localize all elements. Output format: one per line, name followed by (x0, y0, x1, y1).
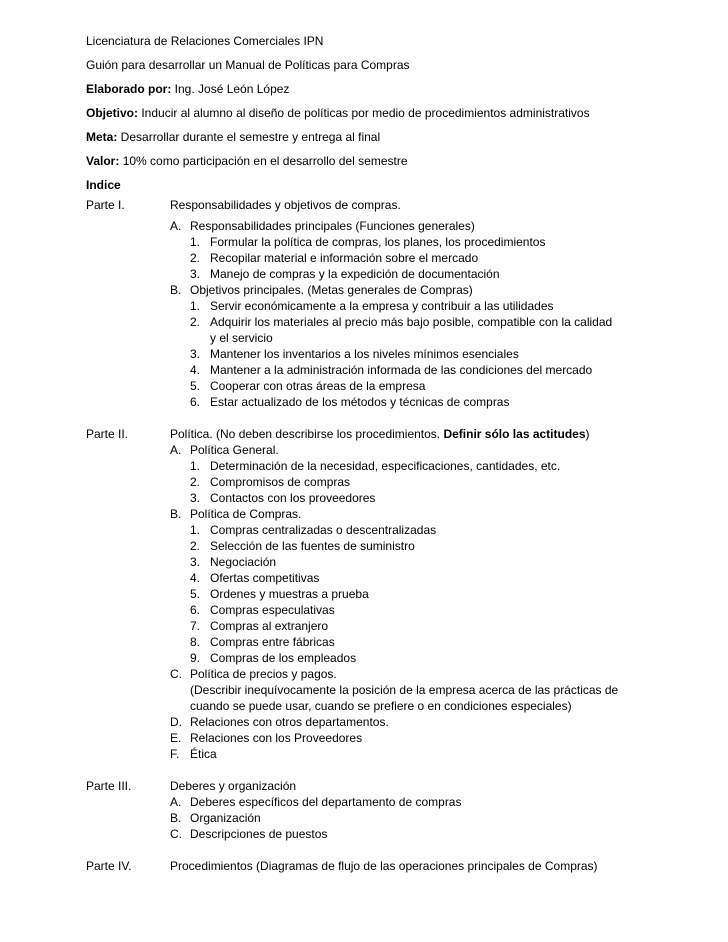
list-item: 5. Cooperar con otras áreas de la empresa (190, 379, 426, 393)
section-item: B. Objetivos principales. (Metas generales de Compras) (170, 283, 473, 297)
list-item: 6. Compras especulativas (190, 603, 335, 617)
list-item: 9. Compras de los empleados (190, 651, 357, 665)
list-item: 1. Compras centralizadas o descentralizadas (190, 523, 437, 537)
list-item: 1. Servir económicamente a la empresa y contribuir a las utilidades (190, 299, 554, 313)
valor-value: 10% como participación en el desarrollo del semestre (119, 154, 408, 168)
list-item: 3. Negociación (190, 555, 277, 569)
list-item: 1. Determinación de la necesidad, especificaciones, cantidades, etc. (190, 459, 561, 473)
part-2-sections (170, 442, 686, 762)
objetivo-label: Objetivo: (86, 106, 139, 120)
header-line-2: Guión para desarrollar un Manual de Políticas para Compras (86, 58, 410, 72)
list-item: 5. Ordenes y muestras a prueba (190, 587, 369, 601)
part-label: Parte II. (86, 427, 129, 441)
part-1-sections (170, 218, 686, 410)
elaborado-label: Elaborado por: (86, 82, 172, 96)
part-label: Parte IV. (86, 859, 132, 873)
part-1 (86, 197, 686, 410)
section-item: B. Política de Compras. (170, 507, 302, 521)
document (86, 33, 686, 874)
list-item: 3. Contactos con los proveedores (190, 491, 376, 505)
list-item: 2. Selección de las fuentes de suministro (190, 539, 415, 553)
header-line-1: Licenciatura de Relaciones Comerciales IPN (86, 34, 324, 48)
elaborado-value: Ing. José León López (171, 82, 290, 96)
part-title: Responsabilidades y objetivos de compras. (170, 198, 401, 212)
list-item: 4. Mantener a la administración informada de las condiciones del mercado (190, 363, 593, 377)
part-4 (86, 858, 686, 874)
elaborado-line (86, 81, 686, 105)
list-item: 8. Compras entre fábricas (190, 635, 335, 649)
section-item: D. Relaciones con otros departamentos. (170, 715, 389, 729)
part-label: Parte III. (86, 779, 132, 793)
list-item: 3. Manejo de compras y la expedición de documentación (190, 267, 500, 281)
list-item: 2. Adquirir los materiales al precio más bajo posible, compatible con la calidad y el servicio (190, 315, 613, 345)
objetivo-line (86, 105, 686, 129)
section-item: C. Descripciones de puestos (170, 827, 328, 841)
list-item: 2. Compromisos de compras (190, 475, 351, 489)
valor-line (86, 153, 686, 177)
meta-value: Desarrollar durante el semestre y entrega al final (117, 130, 381, 144)
section-item: E. Relaciones con los Proveedores (170, 731, 363, 745)
part-title: Procedimientos (Diagramas de flujo de las operaciones principales de Compras) (170, 859, 598, 873)
part-title: Deberes y organización (170, 779, 297, 793)
list-item: 3. Mantener los inventarios a los niveles mínimos esenciales (190, 347, 519, 361)
section-item: C. Política de precios y pagos. (170, 667, 337, 681)
part-title: Política. (No deben describirse los procedimientos. Definir sólo las actitudes) (170, 427, 590, 441)
objetivo-value: Inducir al alumno al diseño de políticas por medio de procedimientos administrativos (138, 106, 590, 120)
list-item: 2. Recopilar material e información sobre el mercado (190, 251, 479, 265)
section-item: A. Política General. (170, 443, 279, 457)
section-item: F. Ética (170, 747, 217, 761)
list-item: 4. Ofertas competitivas (190, 571, 320, 585)
part-label: Parte I. (86, 198, 125, 212)
section-item: A. Responsabilidades principales (Funciones generales) (170, 219, 475, 233)
section-item: B. Organización (170, 811, 261, 825)
meta-label: Meta: (86, 130, 118, 144)
valor-label: Valor: (86, 154, 120, 168)
indice-heading: Indice (86, 178, 121, 192)
part-3-sections (170, 794, 686, 842)
meta-line (86, 129, 686, 153)
list-item: 6. Estar actualizado de los métodos y técnicas de compras (190, 395, 510, 409)
part-2 (86, 426, 686, 762)
list-item: 1. Formular la política de compras, los planes, los procedimientos (190, 235, 546, 249)
section-note: (Describir inequívocamente la posición de la empresa acerca de las prácticas de cuando se puede usar, cuando se prefiere o en condiciones especiales) (190, 683, 619, 713)
part-3 (86, 778, 686, 842)
list-item: 7. Compras al extranjero (190, 619, 329, 633)
section-item: A. Deberes específicos del departamento de compras (170, 795, 462, 809)
